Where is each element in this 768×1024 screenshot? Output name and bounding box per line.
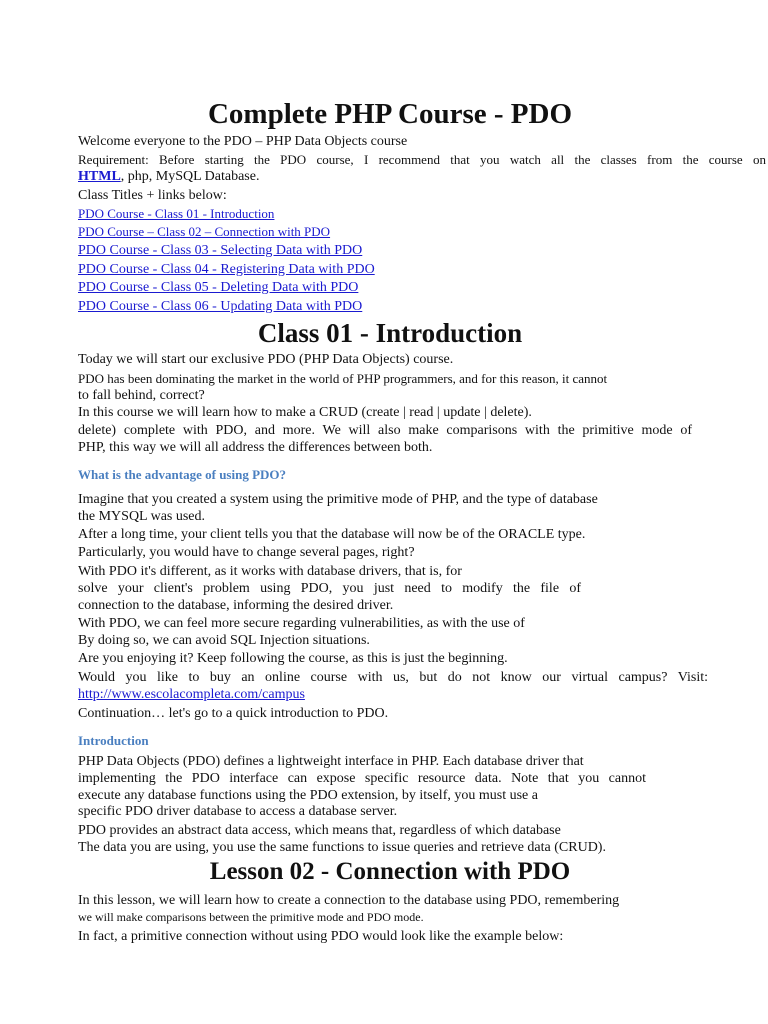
class-link-04[interactable]: PDO Course - Class 04 - Registering Data with PDO — [78, 262, 375, 277]
class01-paragraph-line: PDO has been dominating the market in the world of PHP programmers, and for this reason, it cannot — [78, 371, 608, 386]
advantage-line: connection to the database, informing the desired driver. — [78, 598, 394, 613]
class-link-03[interactable]: PDO Course - Class 03 - Selecting Data with PDO — [78, 243, 363, 258]
page-title: Complete PHP Course - PDO — [207, 98, 573, 130]
class01-paragraph-line: PHP, this way we will all address the differences between both. — [78, 440, 433, 455]
class-link-01[interactable]: PDO Course - Class 01 - Introduction — [78, 206, 275, 221]
advantage-line: Are you enjoying it? Keep following the course, as this is just the beginning. — [78, 651, 508, 666]
advantage-line: With PDO it's different, as it works with database drivers, that is, for — [78, 564, 462, 579]
welcome-text: Welcome everyone to the PDO – PHP Data Objects course — [78, 134, 408, 149]
class-link-05[interactable]: PDO Course - Class 05 - Deleting Data with PDO — [78, 280, 359, 295]
advantage-line: Particularly, you would have to change several pages, right? — [78, 545, 415, 560]
introduction-line: execute any database functions using the PDO extension, by itself, you must use a — [78, 788, 538, 803]
requirement-text: Requirement: Before starting the PDO course, I recommend that you watch all the classes from the course on — [78, 152, 766, 167]
advantage-heading: What is the advantage of using PDO? — [78, 467, 287, 482]
advantage-line: With PDO, we can feel more secure regarding vulnerabilities, as with the use of — [78, 616, 525, 631]
lesson02-heading: Lesson 02 - Connection with PDO — [209, 858, 571, 885]
continuation-text: Continuation… let's go to a quick introduction to PDO. — [78, 706, 389, 721]
lesson02-line: we will make comparisons between the primitive mode and PDO mode. — [78, 910, 424, 924]
advantage-line: After a long time, your client tells you that the database will now be of the ORACLE type. — [78, 527, 586, 542]
class01-paragraph-line: Today we will start our exclusive PDO (PHP Data Objects) course. — [78, 352, 454, 367]
introduction-line: The data you are using, you use the same functions to issue queries and retrieve data (CRUD). — [78, 840, 606, 855]
class-link-06[interactable]: PDO Course - Class 06 - Updating Data with PDO — [78, 299, 363, 314]
introduction-line: specific PDO driver database to access a database server. — [78, 804, 398, 819]
lesson02-line: In this lesson, we will learn how to create a connection to the database using PDO, remembering — [78, 893, 620, 908]
class01-heading: Class 01 - Introduction — [257, 318, 523, 348]
advantage-line: Imagine that you created a system using the primitive mode of PHP, and the type of database — [78, 492, 598, 507]
lesson02-line: In fact, a primitive connection without using PDO would look like the example below: — [78, 929, 564, 944]
class01-paragraph-line: to fall behind, correct? — [78, 388, 205, 403]
advantage-line: By doing so, we can avoid SQL Injection situations. — [78, 633, 370, 648]
advantage-line: Would you like to buy an online course with us, but do not know our virtual campus? Visit: — [78, 670, 708, 685]
requirement-text-cont — [78, 168, 259, 185]
campus-link[interactable]: http://www.escolacompleta.com/campus — [78, 687, 305, 702]
class01-paragraph-line: delete) complete with PDO, and more. We will also make comparisons with the primitive mode of — [78, 423, 692, 438]
requirement-rest: , php, MySQL Database. — [120, 169, 260, 184]
class-link-02[interactable]: PDO Course – Class 02 – Connection with PDO — [78, 224, 331, 239]
class01-paragraph-line: In this course we will learn how to make a CRUD (create | read | update | delete). — [78, 405, 532, 420]
class-titles-label: Class Titles + links below: — [78, 188, 227, 203]
introduction-line: implementing the PDO interface can expose specific resource data. Note that you cannot — [78, 771, 646, 786]
html-course-link[interactable]: HTML — [78, 169, 121, 184]
introduction-line: PDO provides an abstract data access, which means that, regardless of which database — [78, 823, 561, 838]
introduction-line: PHP Data Objects (PDO) defines a lightweight interface in PHP. Each database driver that — [78, 754, 584, 769]
advantage-line: solve your client's problem using PDO, you just need to modify the file of — [78, 581, 581, 596]
advantage-line: the MYSQL was used. — [78, 509, 206, 524]
introduction-heading: Introduction — [78, 733, 149, 748]
